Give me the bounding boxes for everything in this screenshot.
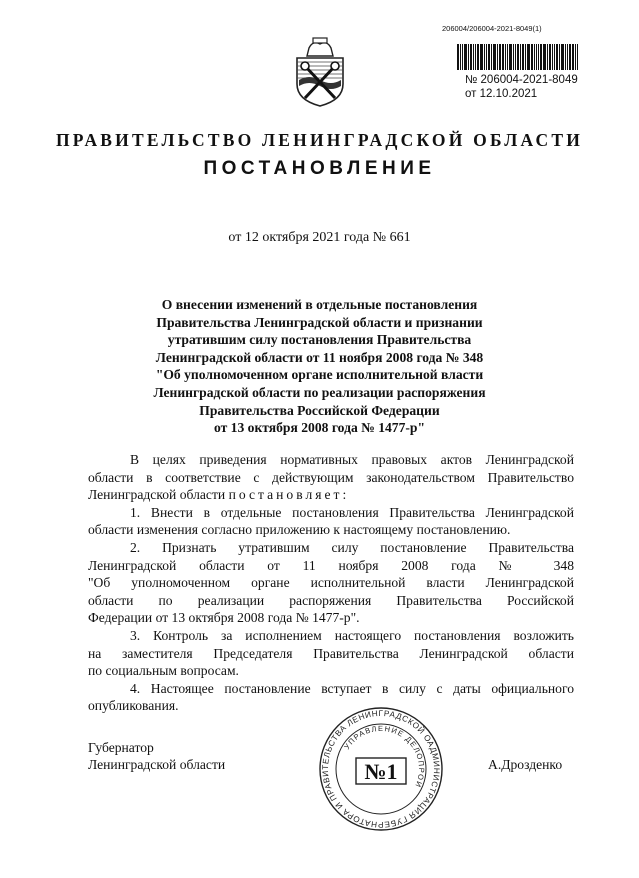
seal-inner-text: УПРАВЛЕНИЕ ДЕЛОПРОИЗВОДСТВА [342,723,427,790]
barcode-bar [561,44,564,70]
body-line: области по реализации распоряжения Правительства Российской [88,592,574,608]
barcode-bar [475,44,476,70]
barcode-bar [493,44,496,70]
barcode-bar [543,44,546,70]
barcode-bar [477,44,479,70]
barcode-bar [464,44,467,70]
title-line: Ленинградской области по реализации распоряжения [153,384,486,400]
title-line: Ленинградской области от 11 ноября 2008 года № 348 [155,349,484,365]
signatory-region: Ленинградской области [88,757,226,772]
paragraph-item-3 [88,627,574,680]
body-line: по социальным вопросам. [88,663,239,679]
barcode-bar [536,44,537,70]
barcode-bar [517,44,519,70]
barcode-bar [525,44,526,70]
barcode-bar [522,44,524,70]
paragraph-item-2 [88,539,574,627]
barcode-bar [480,44,483,70]
barcode-bar [567,44,568,70]
barcode-bar [577,44,578,70]
title-line: О внесении изменений в отдельные постановления [161,297,478,312]
barcode-bar [502,44,504,70]
barcode-bar [540,44,542,70]
paragraph-preamble [88,451,574,504]
barcode-bar [488,44,490,70]
document-body [88,451,574,715]
body-line: 1. Внести в отдельные постановления Правительства Ленинградской [130,504,574,520]
barcode-bar [507,44,508,70]
barcode-bar [515,44,516,70]
barcode-bar [531,44,533,70]
official-seal-stamp [318,706,444,832]
barcode-bar [468,44,469,70]
body-line: 2. Признать утратившим силу постановление Правительства [130,539,574,555]
paragraph-item-1 [88,504,574,539]
barcode-bar [462,44,463,70]
barcode-bar [569,44,571,70]
barcode-bar [509,44,512,70]
title-line: утратившим силу постановления Правительства [167,332,472,348]
barcode-bar [565,44,566,70]
title-line: Правительства Ленинградской области и признании [156,314,483,330]
registration-date: от 12.10.2021 [465,88,538,100]
barcode-bar [549,44,551,70]
body-text: Ленинградской области [88,487,226,503]
document-date-number: от 12 октября 2021 года № 661 [228,230,411,245]
barcode-bar [552,44,553,70]
signatory-position: Губернатор [88,740,154,755]
barcode-bar [556,44,558,70]
body-line: Ленинградской области от 11 ноября 2008 года № 348 [88,557,574,573]
title-line: от 13 октября 2008 года № 1477-р" [213,420,426,436]
barcode-bar [499,44,501,70]
body-line: области в соответствие с действующим законодательством Правительство [88,469,574,485]
barcode-bar [457,44,459,70]
body-line: В целях приведения нормативных правовых актов Ленинградской [130,452,574,467]
body-line: "Об уполномоченном органе исполнительной власти Ленинградской [88,575,574,591]
decree-keyword: постановляет: [228,487,350,503]
barcode-bar [559,44,560,70]
body-line: 4. Настоящее постановление вступает в силу с даты официального [130,680,574,696]
barcode-bar [505,44,506,70]
body-line: опубликования. [88,698,179,714]
barcode-bar [554,44,555,70]
barcode-bar [473,44,474,70]
barcode-bar [497,44,498,70]
barcode-bar [513,44,514,70]
document-title [90,296,549,437]
body-line: на заместителя Председателя Правительства Ленинградской области [88,645,574,661]
barcode-bar [534,44,535,70]
barcode [457,44,582,70]
document-type: ПОСТАНОВЛЕНИЕ [203,158,436,179]
barcode-bar [520,44,521,70]
barcode-bar [460,44,461,70]
authority-name: ПРАВИТЕЛЬСТВО ЛЕНИНГРАДСКОЙ ОБЛАСТИ [55,130,584,150]
barcode-bar [470,44,472,70]
barcode-bar [527,44,530,70]
seal-number: №1 [364,759,398,784]
body-line [88,486,574,504]
seal-outer-text: АДМИНИСТРАЦИЯ ГУБЕРНАТОРА И ПРАВИТЕЛЬСТВА ЛЕНИНГРАДСКОЙ ОБЛАСТИ [320,708,442,830]
barcode-bar [486,44,487,70]
title-line: Правительства Российской Федерации [199,402,440,418]
barcode-bar [484,44,485,70]
barcode-bar [491,44,492,70]
body-line: 3. Контроль за исполнением настоящего постановления возложить [130,627,574,643]
body-line: области изменения согласно приложению к настоящему постановлению. [88,522,511,538]
barcode-bar [547,44,548,70]
signatory-name: А.Дрозденко [488,757,563,772]
coat-of-arms-icon [291,36,349,108]
barcode-bar [572,44,574,70]
barcode-bar [575,44,576,70]
document-reference: 206004/206004-2021-8049(1) [442,24,542,33]
body-line: Федерации от 13 октября 2008 года № 1477-р". [88,610,360,626]
barcode-bar [538,44,539,70]
title-line: "Об уполномоченном органе исполнительной власти [155,367,484,383]
registration-number: № 206004-2021-8049 [465,74,578,86]
